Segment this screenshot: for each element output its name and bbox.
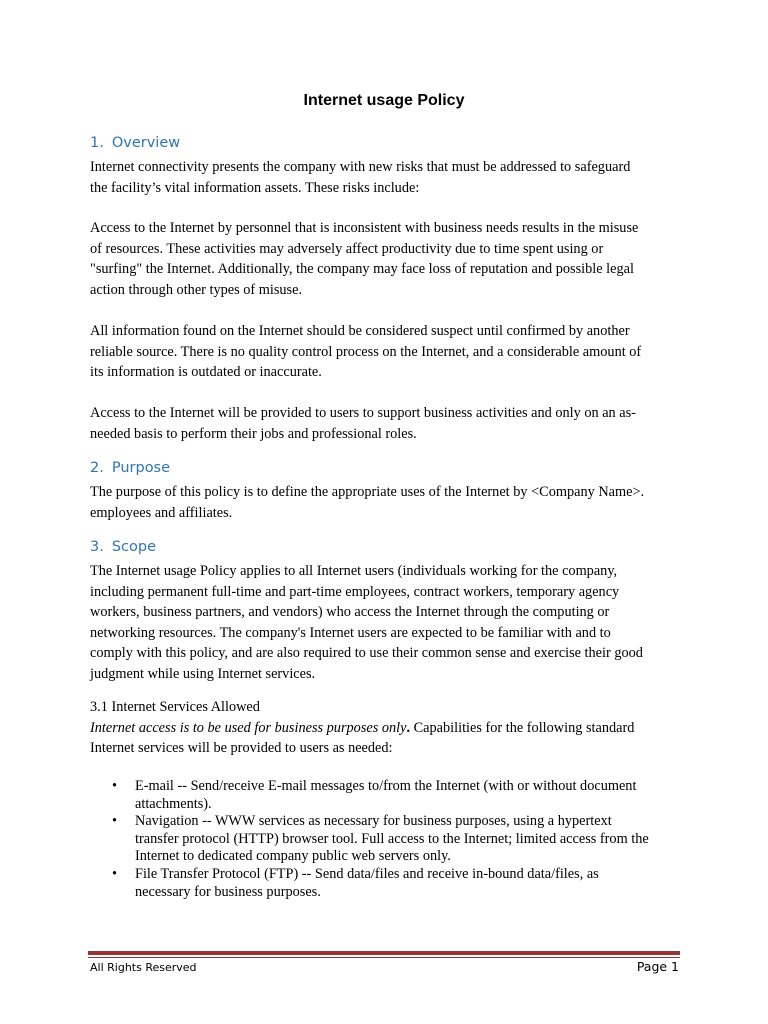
paragraph <box>90 218 680 300</box>
paragraph <box>90 321 680 383</box>
paragraph <box>90 561 680 685</box>
subsection-intro-line2: Internet services will be provided to users as needed: <box>90 740 393 757</box>
section-number: 3. <box>90 539 104 555</box>
footer-rule <box>88 951 680 955</box>
text-line: necessary for business purposes. <box>135 883 321 900</box>
text-line: Internet to dedicated company public web servers only. <box>135 848 451 865</box>
text-line: reliable source. There is no quality control process on the Internet, and a considerable amount of <box>90 343 642 360</box>
section-number: 2. <box>90 460 104 476</box>
text-line: comply with this policy, and are also required to use their common sense and exercise their good <box>90 645 643 662</box>
list-item <box>90 813 690 866</box>
text-line: judgment while using Internet services. <box>90 665 316 682</box>
footer-copyright: All Rights Reserved <box>90 961 197 974</box>
text-line: E-mail -- Send/receive E-mail messages to/from the Internet (with or without document <box>135 778 637 794</box>
subsection <box>90 697 634 759</box>
intro-italic: Internet access is to be used for business purposes only <box>90 719 407 736</box>
paragraph <box>90 482 680 523</box>
text-line: Access to the Internet will be provided to users to support business activities and only on an as- <box>90 405 636 421</box>
section-title: Purpose <box>111 460 171 476</box>
text-line: of resources. These activities may adversely affect productivity due to time spent using or <box>90 240 604 257</box>
text-line: needed basis to perform their jobs and professional roles. <box>90 425 417 442</box>
page-number: Page 1 <box>636 959 679 974</box>
list-item <box>90 778 690 813</box>
intro-rest: Capabilities for the following standard <box>410 719 635 736</box>
subsection-intro-line1 <box>90 718 634 739</box>
text-line: Internet connectivity presents the company with new risks that must be addressed to safeguard <box>90 159 631 175</box>
text-line: attachments). <box>135 795 212 812</box>
section-heading-overview <box>90 135 180 151</box>
text-line: its information is outdated or inaccurate. <box>90 364 322 381</box>
text-line: employees and affiliates. <box>90 504 233 521</box>
text-line: action through other types of misuse. <box>90 281 303 298</box>
text-line: File Transfer Protocol (FTP) -- Send data/files and receive in-bound data/files, as <box>135 865 599 882</box>
intro-bold-period: . <box>406 719 411 736</box>
section-title: Overview <box>111 135 181 151</box>
text-line: Navigation -- WWW services as necessary for business purposes, using a hypertext <box>135 813 612 830</box>
text-line: Access to the Internet by personnel that is inconsistent with business needs results in the misuse <box>90 220 639 236</box>
text-line: transfer protocol (HTTP) browser tool. Full access to the Internet; limited access from the <box>135 830 649 847</box>
section-heading-scope <box>90 539 156 555</box>
text-line: including permanent full-time and part-time employees, contract workers, temporary agency <box>90 583 620 600</box>
bullet-icon: • <box>112 813 118 830</box>
text-line: All information found on the Internet should be considered suspect until confirmed by another <box>90 323 630 339</box>
bullet-icon: • <box>112 778 118 794</box>
section-heading-purpose <box>90 460 170 476</box>
list-item <box>90 866 690 901</box>
section-number: 1. <box>90 135 104 151</box>
paragraph <box>90 403 680 444</box>
bullet-icon: • <box>112 865 118 882</box>
text-line: The purpose of this policy is to define the appropriate uses of the Internet by <Company Name>. <box>90 484 645 500</box>
text-line: the facility’s vital information assets. These risks include: <box>90 179 420 196</box>
footer-rule-thin <box>88 957 680 958</box>
document-title: Internet usage Policy <box>303 92 465 109</box>
text-line: networking resources. The company's Internet users are expected to be familiar with and to <box>90 624 611 641</box>
text-line: workers, business partners, and vendors) who access the Internet through the computing or <box>90 604 610 621</box>
paragraph <box>90 157 680 198</box>
text-line: "surfing" the Internet. Additionally, the company may face loss of reputation and possible legal <box>90 261 634 278</box>
text-line: The Internet usage Policy applies to all Internet users (individuals working for the company, <box>90 563 618 579</box>
services-list <box>90 778 690 901</box>
section-title: Scope <box>111 539 157 555</box>
subsection-heading: 3.1 Internet Services Allowed <box>90 699 260 715</box>
